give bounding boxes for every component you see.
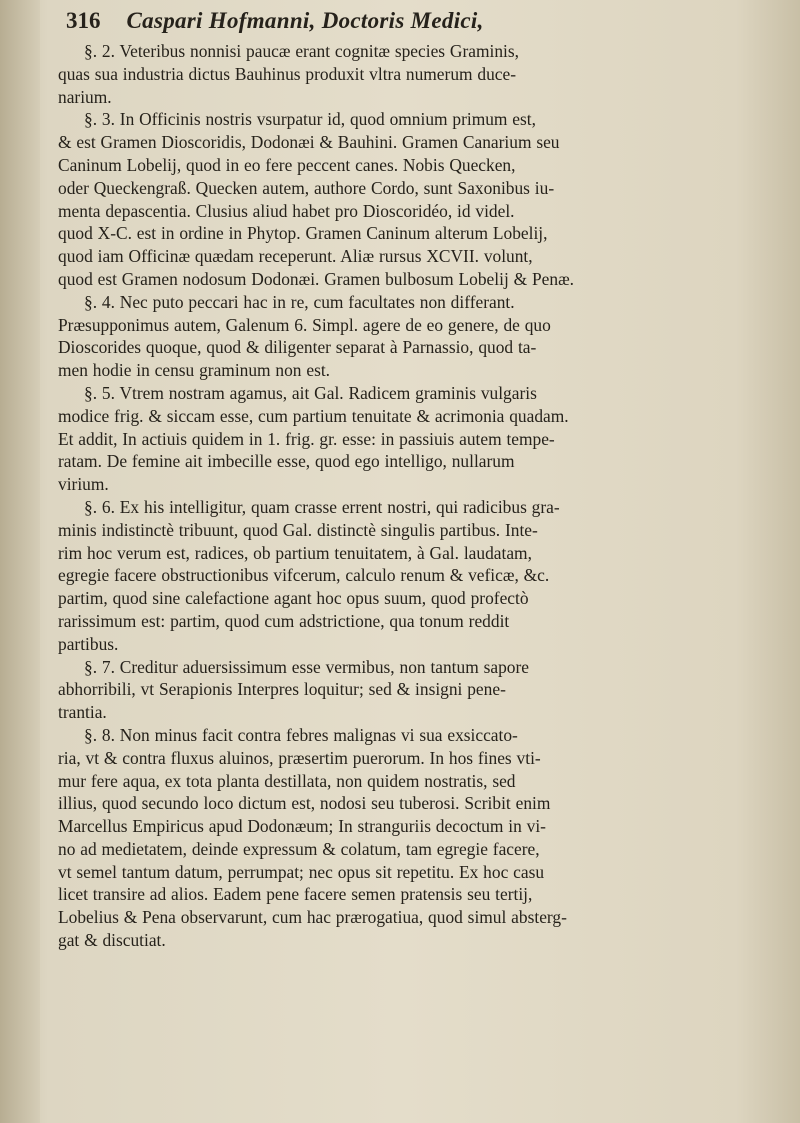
text-line: illius, quod secundo loco dictum est, nodosi seu tuberosi. Scribit enim [58,793,551,814]
text-line: ria, vt & contra fluxus aluinos, præsertim puerorum. In hos fines vti- [58,747,541,768]
paragraph-section-8 [58,724,762,952]
text-line: quas sua industria dictus Bauhinus produxit vltra numerum duce- [58,63,517,84]
text-line: Caninum Lobelij, quod in eo fere peccent canes. Nobis Quecken, [58,154,516,175]
text-line: abhorribili, vt Serapionis Interpres loquitur; sed & insigni pene- [58,679,506,700]
text-line: no ad medietatem, deinde expressum & colatum, tam egregie facere, [58,838,540,859]
text-line: vt semel tantum datum, perrumpat; nec opus sit repetitu. Ex hoc casu [58,861,545,882]
paragraph-section-6 [58,496,762,656]
text-line: partim, quod sine calefactione agant hoc opus suum, quod profectò [58,588,529,609]
page-gutter [0,0,40,1123]
text-line: egregie facere obstructionibus vifcerum, calculo renum & veficæ, &c. [58,565,550,586]
text-line: oder Queckengraß. Quecken autem, authore Cordo, sunt Saxonibus iu- [58,177,555,198]
paragraph-section-5 [58,382,762,496]
running-head [58,6,762,36]
text-line: licet transire ad alios. Eadem pene facere semen pratensis seu tertij, [58,884,533,905]
text-line: Dioscorides quoque, quod & diligenter separat à Parnassio, quod ta- [58,337,537,358]
text-line: trantia. [58,702,107,723]
running-title: Caspari Hofmanni, Doctoris Medici, [126,8,484,33]
text-line: men hodie in censu graminum non est. [58,360,331,381]
text-line: quod iam Officinæ quædam receperunt. Aliæ rursus XCVII. volunt, [58,246,533,267]
paragraph-section-3 [58,108,762,290]
text-line: §. 7. Creditur aduersissimum esse vermibus, non tantum sapore [84,656,529,677]
text-line: Marcellus Empiricus apud Dodonæum; In stranguriis decoctum in vi- [58,816,546,837]
text-line: narium. [58,86,112,107]
text-line: mur fere aqua, ex tota planta destillata, non quidem nostratis, sed [58,770,516,791]
text-line: ratam. De femine ait imbecille esse, quod ego intelligo, nullarum [58,451,515,472]
text-line: minis indistinctè tribuunt, quod Gal. distinctè singulis partibus. Inte- [58,519,538,540]
text-line: Præsupponimus autem, Galenum 6. Simpl. agere de eo genere, de quo [58,314,551,335]
text-line: §. 6. Ex his intelligitur, quam crasse errent nostri, qui radicibus gra- [84,496,560,517]
text-line: menta depascentia. Clusius aliud habet pro Dioscoridéo, id videl. [58,200,515,221]
text-line: Lobelius & Pena observarunt, cum hac prærogatiua, quod simul absterg- [58,907,567,928]
text-line: quod X-C. est in ordine in Phytop. Gramen Caninum alterum Lobelij, [58,223,548,244]
text-line: modice frig. & siccam esse, cum partium tenuitate & acrimonia quadam. [58,405,569,426]
text-line: §. 2. Veteribus nonnisi paucæ erant cognitæ species Graminis, [84,41,519,61]
text-line: & est Gramen Dioscoridis, Dodonæi & Bauhini. Gramen Canarium seu [58,132,560,153]
text-line: rim hoc verum est, radices, ob partium tenuitatem, à Gal. laudatam, [58,542,532,563]
text-block [58,6,762,952]
text-line: partibus. [58,633,119,654]
text-line: quod est Gramen nodosum Dodonæi. Gramen bulbosum Lobelij & Penæ. [58,268,575,289]
text-line: virium. [58,474,109,495]
text-line: rarissimum est: partim, quod cum adstrictione, qua tonum reddit [58,610,510,631]
text-line: §. 3. In Officinis nostris vsurpatur id, quod omnium primum est, [84,109,536,130]
page-number: 316 [66,8,101,33]
text-line: gat & discutiat. [58,930,166,951]
text-line: §. 5. Vtrem nostram agamus, ait Gal. Radicem graminis vulgaris [84,382,537,403]
text-line: §. 4. Nec puto peccari hac in re, cum facultates non differant. [84,291,515,312]
text-line: §. 8. Non minus facit contra febres malignas vi sua exsiccato- [84,724,518,745]
paragraph-section-7 [58,656,762,724]
paragraph-section-4 [58,291,762,382]
text-line: Et addit, In actiuis quidem in 1. frig. gr. esse: in passiuis autem tempe- [58,428,555,449]
paragraph-section-2 [58,40,762,108]
